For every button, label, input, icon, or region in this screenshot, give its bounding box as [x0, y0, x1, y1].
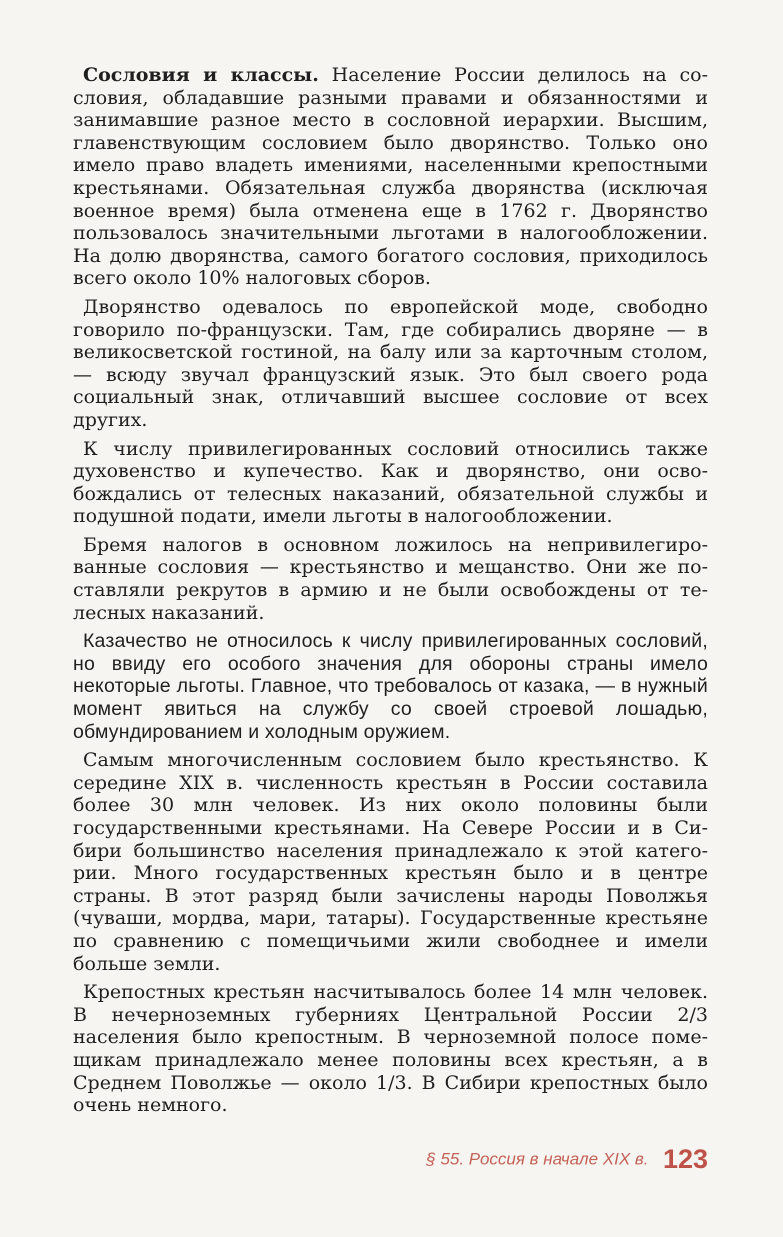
paragraph-text: Казачество не относилось к числу привилегированных сословий, но ввиду его особого значения для обороны страны имело некоторые льготы. Главное, что требовалось от казака, — в нужный момент явиться на службу со своей строевой лошадью, обмундированием и холодным оружием. — [73, 630, 708, 743]
paragraph-text: Крепостных крестьян насчитывалось более 14 млн человек. В нечерноземных губерниях Центральной России 2/3 населения было крепостным. В черноземной полосе помещикам принадлежало менее половины всех крестьян, а в Среднем Поволжье — около 1/3. В Сибири крепостных было очень немного. — [73, 981, 708, 1117]
paragraph-text: Население России делилось на сословия, обладавшие разными правами и обязанностями и занимавшие разное место в сословной иерархии. Высшим, главенствующим сословием было дворянство. Только оно имело право владеть имениями, населенными крепостными крестьянами. Обязательная служба дворянства (исключая военное время) была отменена еще в 1762 г. Дворянство пользовалось значительными льготами в налогообложении. На долю дворянства, самого богатого сословия, приходилось всего около 10% налоговых сборов. — [73, 64, 708, 290]
paragraph-cossacks — [73, 630, 708, 743]
page-body — [73, 64, 708, 1123]
paragraph-state-peasants — [73, 749, 708, 975]
section-title: § 55. Россия в начале XIX в. — [426, 1149, 649, 1169]
paragraph-privileged-estates — [73, 438, 708, 528]
paragraph-text: Дворянство одевалось по европейской моде, свободно говорило по-французски. Там, где собирались дворяне — в великосветской гостиной, на балу или за карточным столом, — всюду звучал французский язык. Это был своего рода социальный знак, отличавший высшее сословие от всех других. — [73, 295, 708, 431]
page-number: 123 — [662, 1144, 708, 1174]
paragraph-lead-heading: Сословия и классы. — [83, 64, 319, 86]
paragraph-text: Бремя налогов в основном ложилось на непривилегированные сословия — крестьянство и мещанство. Они же поставляли рекрутов в армию и не были освобождены от телесных наказаний. — [73, 533, 708, 624]
paragraph-text: К числу привилегированных сословий относились также духовенство и купечество. Как и дворянство, они освобождались от телесных наказаний, обязательной службы и подушной подати, имели льготы в налогообложении. — [73, 437, 708, 528]
paragraph-estates-and-classes — [73, 64, 708, 290]
page-footer — [426, 1144, 708, 1175]
paragraph-tax-burden — [73, 534, 708, 624]
paragraph-text: Самым многочисленным сословием было крестьянство. К середине XIX в. численность крестьян в России составила более 30 млн человек. Из них около половины были государственными крестьянами. На Севере России и в Сибири большинство населения принадлежало к этой категории. Много государственных крестьян было и в центре страны. В этот разряд были зачислены народы Поволжья (чуваши, мордва, мари, татары). Государственные крестьяне по сравнению с помещичьими жили свободнее и имели больше земли. — [73, 749, 708, 975]
paragraph-serfs — [73, 981, 708, 1117]
paragraph-nobility-fashion — [73, 296, 708, 432]
